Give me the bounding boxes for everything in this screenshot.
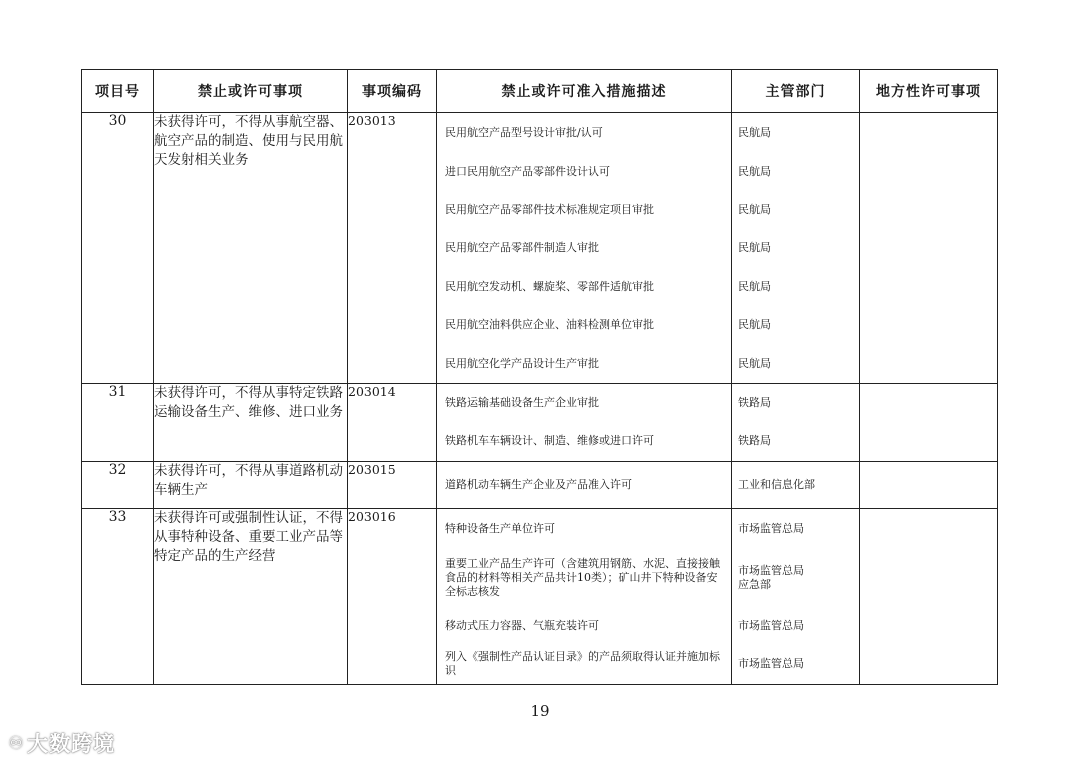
department: 市场监管总局 应急部 [738, 563, 804, 591]
department: 铁路局 [738, 433, 771, 447]
header-local-permit: 地方性许可事项 [860, 70, 998, 113]
department: 铁路局 [738, 395, 771, 409]
row-code: 203013 [348, 113, 437, 384]
watermark [8, 728, 115, 758]
measure-description: 列入《强制性产品认证目录》的产品须取得认证并施加标识 [445, 649, 720, 677]
measure-description: 铁路运输基础设备生产企业审批 [445, 395, 599, 409]
measure-description: 道路机动车辆生产企业及产品准入许可 [445, 477, 632, 491]
measure-description: 民用航空产品零部件技术标准规定项目审批 [445, 202, 654, 216]
header-measures: 禁止或许可准入措施描述 [437, 70, 732, 113]
row-item: 未获得许可，不得从事航空器、航空产品的制造、使用与民用航天发射相关业务 [154, 113, 348, 384]
header-item: 禁止或许可事项 [154, 70, 348, 113]
measure-description: 特种设备生产单位许可 [445, 521, 555, 535]
measure-description: 民用航空发动机、螺旋桨、零部件适航审批 [445, 279, 654, 293]
measure-description: 民用航空化学产品设计生产审批 [445, 356, 599, 370]
row-item: 未获得许可或强制性认证，不得从事特种设备、重要工业产品等特定产品的生产经营 [154, 508, 348, 684]
local-permit-cell [860, 383, 998, 461]
department: 民航局 [738, 318, 771, 332]
row-number: 30 [82, 113, 154, 384]
local-permit-cell [860, 508, 998, 684]
header-code: 事项编码 [348, 70, 437, 113]
row-item: 未获得许可，不得从事道路机动车辆生产 [154, 461, 348, 508]
row-code: 203016 [348, 508, 437, 684]
row-item: 未获得许可，不得从事特定铁路运输设备生产、维修、进口业务 [154, 383, 348, 461]
measure-description: 民用航空产品零部件制造人审批 [445, 241, 599, 255]
department: 民航局 [738, 202, 771, 216]
table-row [82, 113, 998, 384]
table-row [82, 461, 998, 508]
row-number: 31 [82, 383, 154, 461]
row-number: 32 [82, 461, 154, 508]
permit-table [81, 69, 998, 685]
measure-description: 民用航空油料供应企业、油料检测单位审批 [445, 318, 654, 332]
department: 民航局 [738, 126, 771, 140]
measure-description: 移动式压力容器、气瓶充装许可 [445, 618, 599, 632]
department: 市场监管总局 [738, 521, 804, 535]
header-item-number: 项目号 [82, 70, 154, 113]
department: 市场监管总局 [738, 618, 804, 632]
measure-description: 民用航空产品型号设计审批/认可 [445, 126, 603, 140]
local-permit-cell [860, 461, 998, 508]
department: 工业和信息化部 [738, 477, 815, 491]
measure-description: 铁路机车车辆设计、制造、维修或进口许可 [445, 433, 654, 447]
department: 民航局 [738, 356, 771, 370]
department: 民航局 [738, 279, 771, 293]
watermark-logo-icon: ♾ [8, 732, 25, 754]
department: 市场监管总局 [738, 656, 804, 670]
row-code: 203014 [348, 383, 437, 461]
watermark-text: 大数跨境 [27, 732, 116, 756]
table-row [82, 508, 998, 684]
table-header-row [82, 70, 998, 113]
page-number: 19 [530, 702, 550, 720]
measure-description: 进口民用航空产品零部件设计认可 [445, 164, 610, 178]
local-permit-cell [860, 113, 998, 384]
department: 民航局 [738, 241, 771, 255]
header-department: 主管部门 [732, 70, 860, 113]
department: 民航局 [738, 164, 771, 178]
row-code: 203015 [348, 461, 437, 508]
table-row [82, 383, 998, 461]
row-number: 33 [82, 508, 154, 684]
measure-description: 重要工业产品生产许可（含建筑用钢筋、水泥、直接接触食品的材料等相关产品共计10类）；矿山井下特种设备安全标志核发 [445, 556, 720, 598]
